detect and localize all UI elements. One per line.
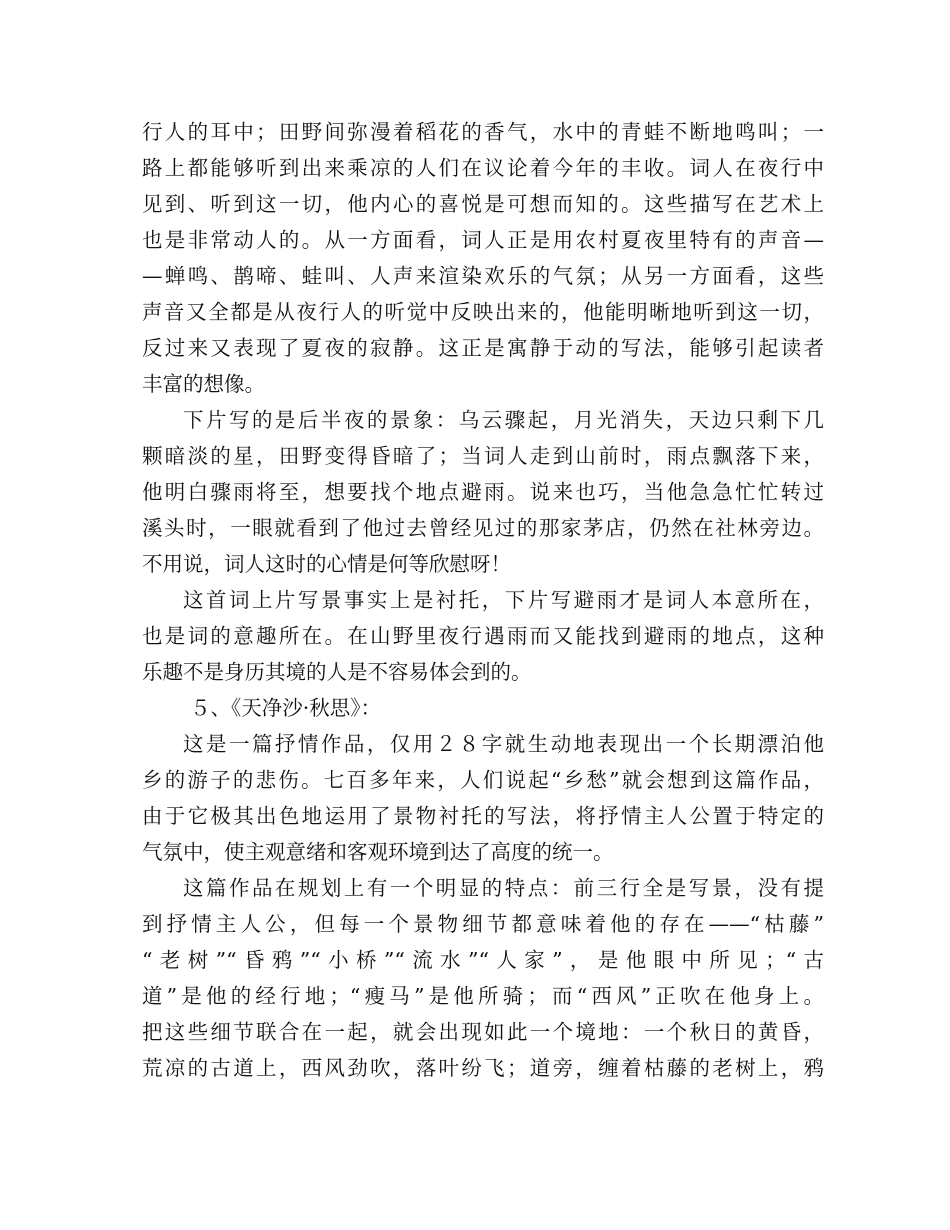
text-line: 他明白骤雨将至，想要找个地点避雨。说来也巧，当他急急忙忙转过: [142, 480, 824, 504]
text-line: 行人的耳中；田野间弥漫着稻花的香气，水中的青蛙不断地鸣叫；一: [142, 120, 824, 144]
text-line: 路上都能够听到出来乘凉的人们在议论着今年的丰收。词人在夜行中: [142, 156, 824, 180]
text-line: 见到、听到这一切，他内心的喜悦是可想而知的。这些描写在艺术上: [142, 192, 824, 216]
paragraph-first-line: 这是一篇抒情作品，仅用２８字就生动地表现出一个长期漂泊他: [183, 732, 824, 756]
text-line: —蝉鸣、鹊啼、蛙叫、人声来渲染欢乐的气氛；从另一方面看，这些: [142, 264, 824, 288]
text-line: 乡的游子的悲伤。七百多年来，人们说起“乡愁”就会想到这篇作品，: [142, 768, 824, 792]
text-line: 反过来又表现了夏夜的寂静。这正是寓静于动的写法，能够引起读者: [142, 336, 824, 360]
text-line: 荒凉的古道上，西风劲吹，落叶纷飞；道旁，缠着枯藤的老树上，鸦: [142, 1056, 824, 1080]
document-body: [142, 114, 824, 1086]
text-line: 溪头时，一眼就看到了他过去曾经见过的那家茅店，仍然在社林旁边。: [142, 516, 824, 540]
text-line: 颗暗淡的星，田野变得昏暗了；当词人走到山前时，雨点飘落下来，: [142, 444, 824, 468]
text-line: 也是非常动人的。从一方面看，词人正是用农村夏夜里特有的声音—: [142, 228, 824, 252]
text-line: 丰富的想像。: [142, 372, 265, 396]
text-line: 乐趣不是身历其境的人是不容易体会到的。: [142, 660, 532, 684]
text-line: 道”是他的经行地；“瘦马”是他所骑；而“西风”正吹在他身上。: [142, 984, 824, 1008]
section-heading: ５、《天净沙·秋思》：: [190, 696, 382, 720]
text-line: “老树”“昏鸦”“小桥”“流水”“人家”，是他眼中所见；“古: [142, 948, 824, 972]
paragraph-first-line: 下片写的是后半夜的景象：乌云骤起，月光消失，天边只剩下几: [183, 408, 824, 432]
text-line: 声音又全都是从夜行人的听觉中反映出来的，他能明晰地听到这一切，: [142, 300, 824, 324]
paragraph-first-line: 这篇作品在规划上有一个明显的特点：前三行全是写景，没有提: [183, 876, 824, 900]
paragraph-first-line: 这首词上片写景事实上是衬托，下片写避雨才是词人本意所在，: [183, 588, 824, 612]
text-line: 到抒情主人公，但每一个景物细节都意味着他的存在——“枯藤”: [142, 912, 824, 936]
text-line: 气氛中，使主观意绪和客观环境到达了高度的统一。: [142, 840, 614, 864]
text-line: 把这些细节联合在一起，就会出现如此一个境地：一个秋日的黄昏，: [142, 1020, 824, 1044]
text-line: 也是词的意趣所在。在山野里夜行遇雨而又能找到避雨的地点，这种: [142, 624, 824, 648]
text-line: 不用说，词人这时的心情是何等欣慰呀！: [142, 552, 511, 576]
text-line: 由于它极其出色地运用了景物衬托的写法，将抒情主人公置于特定的: [142, 804, 824, 828]
